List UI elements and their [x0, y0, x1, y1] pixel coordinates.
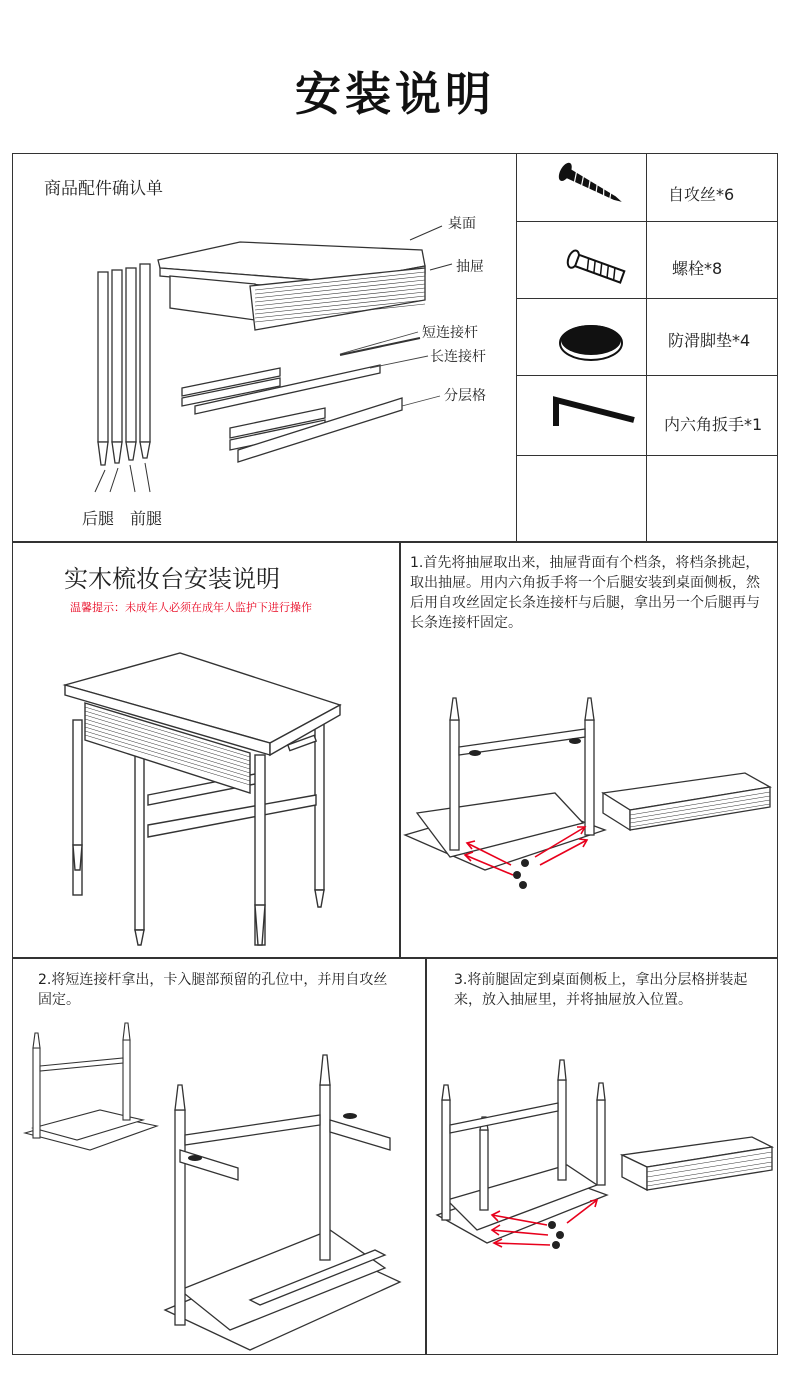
label-short-rod: 短连接杆 [422, 325, 478, 341]
grid-divider [516, 153, 517, 542]
leg [98, 272, 108, 465]
grid-divider [516, 298, 778, 299]
step-1-illustration [405, 695, 775, 895]
hardware-label: 防滑脚垫*4 [668, 331, 751, 350]
step-3-illustration [432, 1055, 777, 1255]
label-drawer: 抽屉 [456, 259, 484, 275]
hardware-label: 自攻丝*6 [668, 185, 735, 204]
label-front-leg: 前腿 [130, 509, 163, 528]
overview-warning: 温馨提示：未成年人必须在成年人监护下进行操作 [70, 601, 312, 614]
label-divider: 分层格 [444, 388, 486, 404]
label-back-leg: 后腿 [82, 509, 115, 528]
grid-divider [516, 375, 778, 376]
hardware-label: 内六角扳手*1 [664, 415, 763, 434]
leader-lines [330, 220, 450, 410]
anti-slip-pad-icon [556, 318, 626, 364]
checklist-heading: 商品配件确认单 [44, 179, 163, 199]
grid-divider [516, 455, 778, 456]
hex-key-icon [546, 394, 642, 434]
hardware-label: 螺栓*8 [672, 259, 723, 278]
label-long-rod: 长连接杆 [430, 349, 486, 365]
step-2-illustration [160, 1050, 410, 1350]
vanity-desk-illustration [60, 645, 360, 950]
self-tapping-screw-icon [550, 160, 630, 210]
label-tabletop: 桌面 [448, 216, 476, 232]
step-1-text: 1.首先将抽屉取出来，抽屉背面有个档条，将档条挑起，取出抽屉。用内六角扳手将一个后腿安装到桌面侧板，然后用自攻丝固定长条连接杆与后腿，拿出另一个后腿再与长条连接杆固定。 [410, 555, 760, 631]
page-title: 安装说明 [295, 67, 495, 121]
step-2-text: 2.将短连接杆拿出，卡入腿部预留的孔位中，并用自攻丝固定。 [38, 972, 388, 1008]
step-3-text: 3.将前腿固定到桌面侧板上，拿出分层格拼装起来，放入抽屉里，并将抽屉放入位置。 [454, 972, 748, 1008]
step-2-small-illustration [25, 1018, 160, 1158]
bolt-icon [560, 245, 630, 290]
grid-divider [646, 153, 647, 542]
overview-heading: 实木梳妆台安装说明 [64, 565, 280, 593]
grid-divider [516, 221, 778, 222]
